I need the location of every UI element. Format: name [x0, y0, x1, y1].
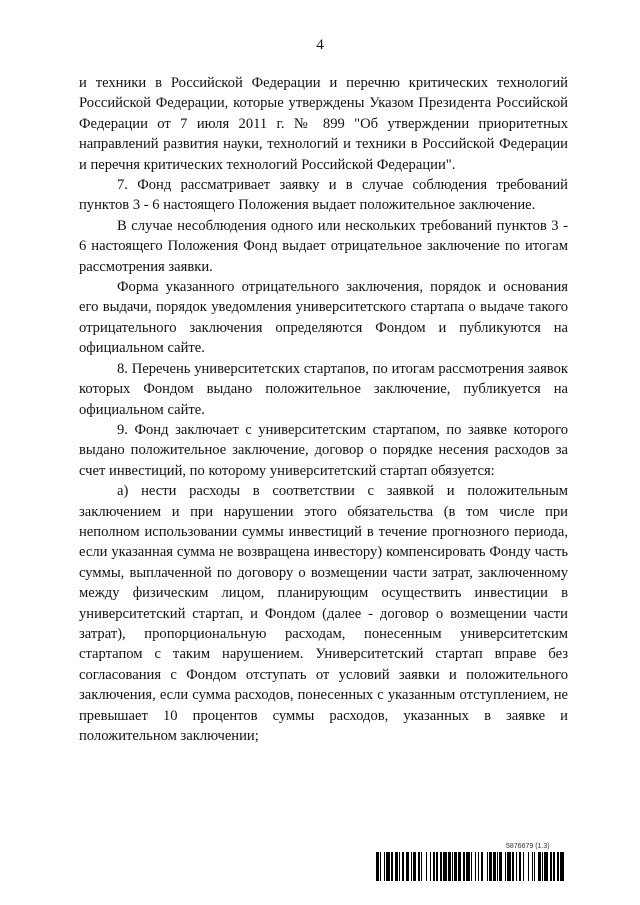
document-code: 5876679 (1.3)	[506, 843, 550, 850]
barcode-bar	[564, 852, 567, 881]
paragraph-subitem-a: а) нести расходы в соответствии с заявкой и положительным заключением и при нарушении этого обязательства (в том числе при неполном использовании суммы инвестиций в течение прогнозного периода, если указанная сумма не возвращена инвестору) компенсировать Фонду часть суммы, выплаченной по договору о возмещении части затрат, заключенному между физическим лицом, планирующим осуществить инвестиции в университетский стартап, и Фондом (далее - договор о возмещении части затрат), пропорциональную расходам, понесенным университетским стартапом с таким нарушением. Университетский стартап вправе без согласования с Фондом отступать от условий заявки и положительного заключения, если сумма расходов, понесенных с указанным отступлением, не превышает 10 процентов суммы расходов, указанных в заявке и положительном заключении;	[79, 483, 568, 744]
paragraph-form-of-conclusion: Форма указанного отрицательного заключения, порядок и основания его выдачи, порядок уведомления университетского стартапа о выдаче такого отрицательного заключения определяются Фондом и публикуются на официальном сайте.	[79, 279, 568, 357]
document-body	[79, 73, 568, 746]
paragraph-continuation: и техники в Российской Федерации и перечню критических технологий Российской Федерации, которые утверждены Указом Президента Российской Федерации от 7 июля 2011 г. № 899 "Об утверждении приоритетных направлений развития науки, технологий и техники в Российской Федерации и перечня критических технологий Российской Федерации".	[79, 75, 568, 173]
page-number: 4	[316, 37, 324, 53]
paragraph-item-9: 9. Фонд заключает с университетским стартапом, по заявке которого выдано положительное заключение, договор о порядке несения расходов за счет инвестиций, по которому университетский стартап обязуется:	[79, 421, 568, 479]
paragraph-item-7: 7. Фонд рассматривает заявку и в случае соблюдения требований пунктов 3 - 6 настоящего Положения выдает положительное заключение.	[79, 177, 568, 214]
paragraph-negative-conclusion: В случае несоблюдения одного или нескольких требований пунктов 3 - 6 настоящего Положения Фонд выдает отрицательное заключение по итогам рассмотрения заявки.	[79, 217, 568, 275]
barcode-image	[376, 852, 567, 881]
paragraph-item-8: 8. Перечень университетских стартапов, по итогам рассмотрения заявок которых Фондом выдано положительное заключение, публикуется на официальном сайте.	[79, 360, 568, 418]
